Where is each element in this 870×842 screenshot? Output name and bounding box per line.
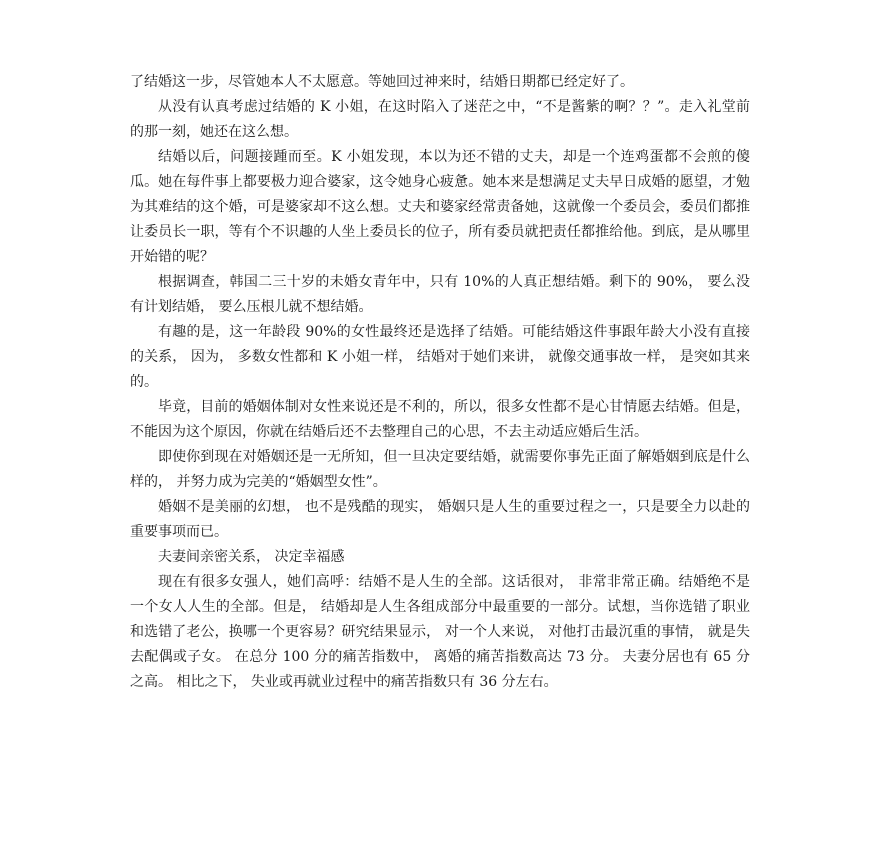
paragraph: 根据调查，韩国二三十岁的未婚女青年中，只有 10%的人真正想结婚。剩下的 90%， 要么没有计划结婚， 要么压根儿就不想结婚。 bbox=[130, 274, 750, 315]
paragraph: 有趣的是，这一年龄段 90%的女性最终还是选择了结婚。可能结婚这件事跟年龄大小没有直接的关系， 因为， 多数女性都和 K 小姐一样， 结婚对于她们来讲， 就像交通事故一样， 是突如其来的。 bbox=[130, 324, 750, 390]
paragraph: 婚姻不是美丽的幻想， 也不是残酷的现实， 婚姻只是人生的重要过程之一，只是要全力以赴的重要事项而已。 bbox=[130, 499, 750, 540]
paragraph: 即使你到现在对婚姻还是一无所知，但一旦决定要结婚，就需要你事先正面了解婚姻到底是什么样的， 并努力成为完美的“婚姻型女性”。 bbox=[130, 449, 750, 490]
paragraph: 毕竟，目前的婚姻体制对女性来说还是不利的，所以，很多女性都不是心甘情愿去结婚。但是，不能因为这个原因，你就在结婚后还不去整理自己的心思，不去主动适应婚后生活。 bbox=[130, 399, 750, 440]
paragraph-continuation: 了结婚这一步，尽管她本人不太愿意。等她回过神来时，结婚日期都已经定好了。 bbox=[130, 74, 634, 90]
paragraph: 从没有认真考虑过结婚的 K 小姐，在这时陷入了迷茫之中，“不是酱紫的啊？？”。走入礼堂前的那一刻，她还在这么想。 bbox=[130, 99, 750, 140]
paragraph: 结婚以后，问题接踵而至。K 小姐发现，本以为还不错的丈夫，却是一个连鸡蛋都不会煎的傻瓜。她在每件事上都要极力迎合婆家，这令她身心疲惫。她本来是想满足丈夫早日成婚的愿望，才勉为其难结的这个婚，可是婆家却不这么想。丈夫和婆家经常责备她，这就像一个委员会，委员们都推让委员长一职，等有个不识趣的人坐上委员长的位子，所有委员就把责任都推给他。到底，是从哪里开始错的呢？ bbox=[130, 149, 750, 265]
document-body bbox=[130, 70, 750, 695]
section-subheading: 夫妻间亲密关系， 决定幸福感 bbox=[158, 549, 345, 565]
paragraph: 现在有很多女强人，她们高呼：结婚不是人生的全部。这话很对， 非常非常正确。结婚绝不是一个女人人生的全部。但是， 结婚却是人生各组成部分中最重要的一部分。试想，当你选错了职业和选错了老公，换哪一个更容易？研究结果显示， 对一个人来说， 对他打击最沉重的事情， 就是失去配偶或子女。 在总分 100 分的痛苦指数中， 离婚的痛苦指数高达 73 分。 夫妻分居也有 65 分之高。 相比之下， 失业或再就业过程中的痛苦指数只有 36 分左右。 bbox=[130, 574, 750, 690]
